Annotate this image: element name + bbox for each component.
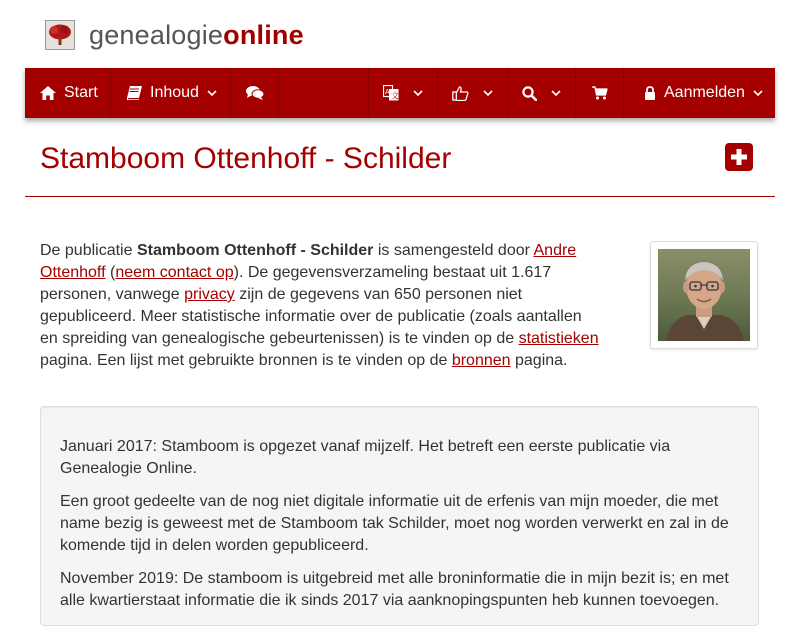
home-icon <box>40 86 56 100</box>
contact-link[interactable]: neem contact op <box>115 264 234 281</box>
nav-recommend[interactable] <box>438 68 508 118</box>
nav-start-label: Start <box>64 84 98 101</box>
publication-name: Stamboom Ottenhoff - Schilder <box>136 242 374 259</box>
description-paragraph: November 2019: De stamboom is uitgebreid met alle broninformatie die in mijn bezit is; en met alle kwartierstaat informatie die ik sinds 2017 via aanknopingspunten heb kunnen toevoegen. <box>60 570 729 609</box>
intro-text: ( <box>105 264 116 281</box>
intro-text: ). De gegevensverzameling bestaat uit 1.617 personen, vanwege <box>40 264 552 303</box>
nav-forum[interactable] <box>231 68 279 118</box>
svg-text:A: A <box>385 89 390 96</box>
plus-icon <box>730 148 748 166</box>
intro-text: pagina. Een lijst met gebruikte bronnen is te vinden op de <box>40 352 452 369</box>
tree-icon <box>45 20 75 50</box>
nav-login-label: Aanmelden <box>664 84 745 101</box>
lock-icon <box>644 86 656 100</box>
search-icon <box>522 86 537 101</box>
chevron-down-icon <box>483 90 493 97</box>
author-link[interactable]: Andre Ottenhoff <box>40 242 577 281</box>
language-icon <box>383 85 399 101</box>
site-logo[interactable] <box>45 18 304 52</box>
comments-icon <box>246 86 264 100</box>
svg-text:文: 文 <box>391 91 399 101</box>
author-portrait-image <box>658 249 750 341</box>
main-navbar <box>25 68 775 118</box>
publication-description <box>40 406 759 626</box>
nav-login[interactable] <box>644 68 775 118</box>
chevron-down-icon <box>413 90 423 97</box>
add-button[interactable] <box>725 143 753 171</box>
intro-text: is samengesteld door <box>373 242 534 259</box>
description-paragraph: Een groot gedeelte van de nog niet digitale informatie uit de erfenis van mijn moeder, die met name bezig is geweest met de Stamboom tak Schilder, moet nog worden verwerkt en zal in de komende tijd in delen worden gepubliceerd. <box>60 493 729 554</box>
page-title: Stamboom Ottenhoff - Schilder <box>40 142 452 175</box>
statistics-link[interactable]: statistieken <box>518 330 599 347</box>
intro-text: zijn de gegevens van 650 personen niet gepubliceerd. Meer statistische informatie over de publicatie (zoals aantallen en spreiding van genealogische gebeurtenissen) is te vinden op de <box>40 286 582 347</box>
description-paragraph: Januari 2017: Stamboom is opgezet vanaf mijzelf. Het betreft een eerste publicatie via Genealogie Online. <box>60 438 671 477</box>
chevron-down-icon <box>551 90 561 97</box>
nav-language[interactable] <box>368 68 438 118</box>
chevron-down-icon <box>207 90 217 97</box>
thumbs-up-icon <box>452 86 469 101</box>
nav-inhoud[interactable] <box>111 68 231 118</box>
nav-search[interactable] <box>508 68 576 118</box>
chevron-down-icon <box>753 90 763 97</box>
nav-inhoud-label: Inhoud <box>150 84 199 101</box>
publication-intro <box>40 240 600 372</box>
intro-text: pagina. <box>510 352 568 369</box>
sources-link[interactable]: bronnen <box>451 352 511 369</box>
nav-start[interactable] <box>25 68 111 118</box>
nav-shop[interactable] <box>576 68 624 118</box>
intro-text: De publicatie <box>40 242 137 259</box>
author-photo[interactable] <box>650 241 758 349</box>
cart-icon <box>592 86 608 100</box>
brand-wordmark: genealogieonline <box>89 20 304 50</box>
book-icon <box>127 86 142 100</box>
page-header <box>25 138 775 197</box>
privacy-link[interactable]: privacy <box>184 286 235 303</box>
